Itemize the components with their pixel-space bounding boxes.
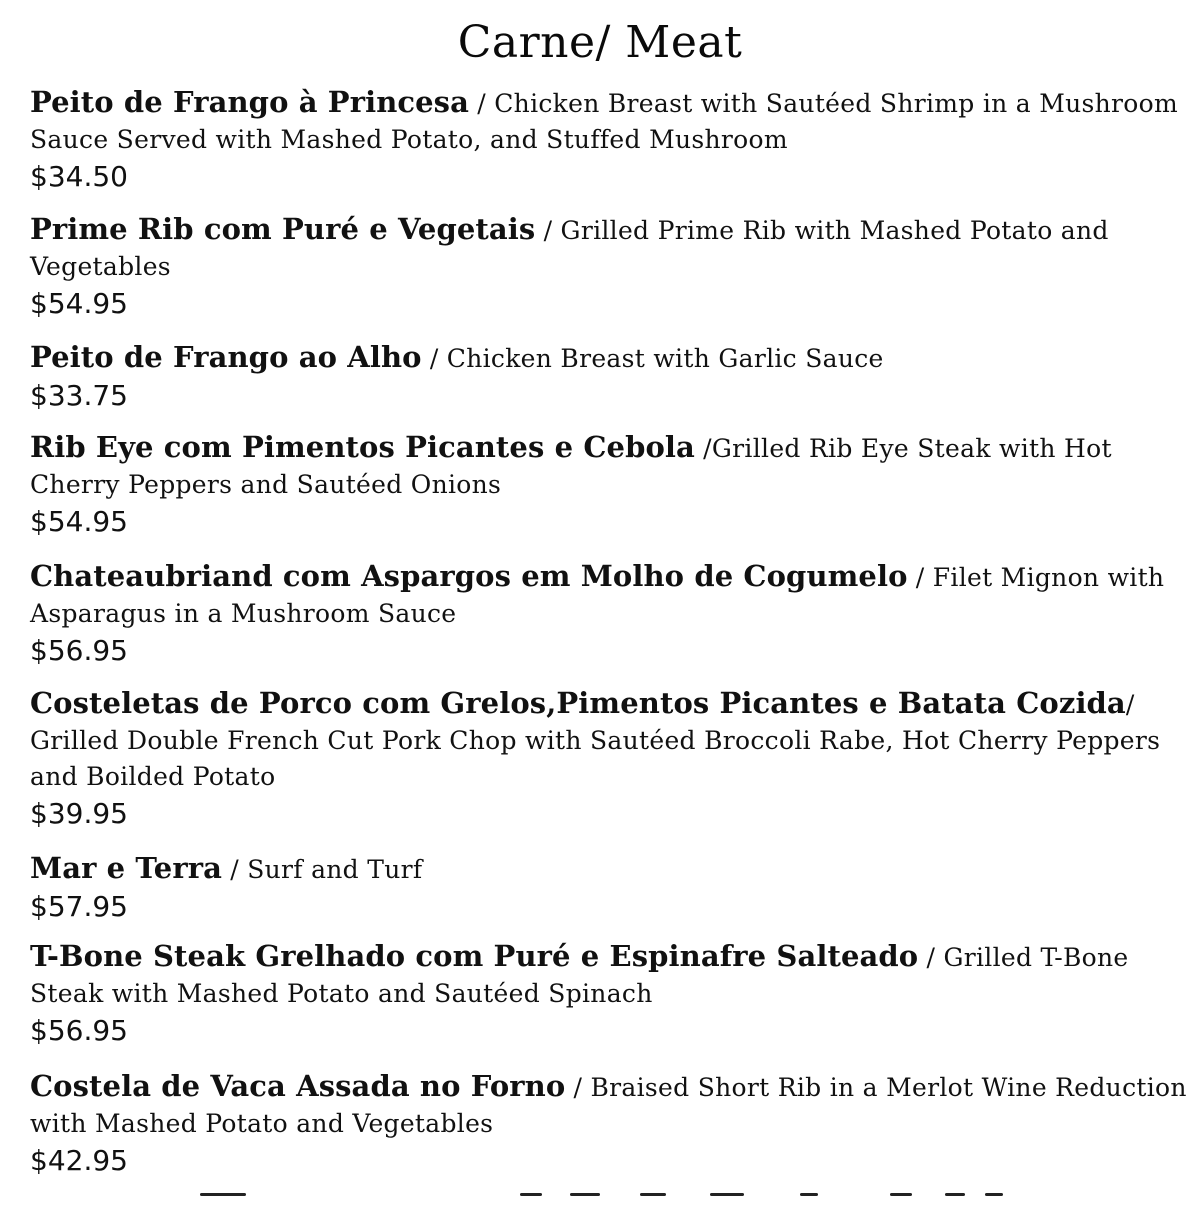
menu-item xyxy=(30,339,1190,415)
dish-description: Grilled Rib Eye Steak with Hot Cherry Peppers and Sautéed Onions xyxy=(30,434,1112,499)
separator: / xyxy=(221,855,248,884)
dish-price: $39.95 xyxy=(30,797,128,830)
separator: / xyxy=(565,1073,591,1102)
page-title: Carne/ Meat xyxy=(457,17,743,68)
dish-description: Chicken Breast with Sautéed Shrimp in a Mushroom Sauce Served with Mashed Potato, and Stuffed Mushroom xyxy=(30,89,1179,154)
dish-price: $56.95 xyxy=(30,634,128,667)
separator: / xyxy=(918,943,944,972)
dish-price: $42.95 xyxy=(30,1144,128,1177)
dish-price: $54.95 xyxy=(30,287,128,320)
dish-name: Prime Rib com Puré e Vegetais xyxy=(30,212,536,246)
separator: / xyxy=(694,434,712,463)
dish-price: $54.95 xyxy=(30,505,128,538)
dish-price: $33.75 xyxy=(30,379,128,412)
menu-item xyxy=(30,211,1190,323)
menu-item xyxy=(30,850,1190,926)
separator: / xyxy=(907,563,933,592)
dish-name: Rib Eye com Pimentos Picantes e Cebola xyxy=(30,430,695,464)
cut-off-text-fragment xyxy=(0,1193,1200,1207)
dish-name: T-Bone Steak Grelhado com Puré e Espinafre Salteado xyxy=(30,939,919,973)
menu-item-text xyxy=(30,1068,1190,1142)
dish-name: Costeletas de Porco com Grelos,Pimentos Picantes e Batata Cozida xyxy=(30,686,1126,720)
separator: / xyxy=(1125,690,1135,719)
dish-name: Peito de Frango à Princesa xyxy=(30,85,470,119)
dish-description: Grilled Prime Rib with Mashed Potato and Vegetables xyxy=(30,216,1109,281)
menu-item-text xyxy=(30,685,1190,795)
dish-description: Filet Mignon with Asparagus in a Mushroom Sauce xyxy=(30,563,1165,628)
dish-name: Costela de Vaca Assada no Forno xyxy=(30,1069,566,1103)
separator: / xyxy=(469,89,495,118)
menu-item-text xyxy=(30,850,1190,888)
dish-name: Chateaubriand com Aspargos em Molho de Cogumelo xyxy=(30,559,908,593)
menu-item-text xyxy=(30,558,1190,632)
dish-name: Peito de Frango ao Alho xyxy=(30,340,422,374)
dish-description: Grilled T-Bone Steak with Mashed Potato and Sautéed Spinach xyxy=(30,943,1129,1008)
menu-item-text xyxy=(30,339,1190,377)
menu-item xyxy=(30,1068,1190,1180)
menu-item-text xyxy=(30,429,1190,503)
dish-description: Chicken Breast with Garlic Sauce xyxy=(446,344,884,373)
separator: / xyxy=(535,216,561,245)
dish-price: $57.95 xyxy=(30,890,128,923)
menu-item-text xyxy=(30,211,1190,285)
dish-price: $56.95 xyxy=(30,1014,128,1047)
menu-item xyxy=(30,558,1190,670)
dish-description: Surf and Turf xyxy=(247,855,423,884)
dish-name: Mar e Terra xyxy=(30,851,222,885)
menu-item xyxy=(30,938,1190,1050)
dish-description: Braised Short Rib in a Merlot Wine Reduction with Mashed Potato and Vegetables xyxy=(30,1073,1187,1138)
menu-item-text xyxy=(30,938,1190,1012)
dish-price: $34.50 xyxy=(30,160,128,193)
menu-item xyxy=(30,685,1190,833)
menu-item-text xyxy=(30,84,1190,158)
dish-description: Grilled Double French Cut Pork Chop with Sautéed Broccoli Rabe, Hot Cherry Peppers and Boilded Potato xyxy=(30,726,1161,791)
separator: / xyxy=(421,344,447,373)
menu-item xyxy=(30,429,1190,541)
menu-item xyxy=(30,84,1190,196)
